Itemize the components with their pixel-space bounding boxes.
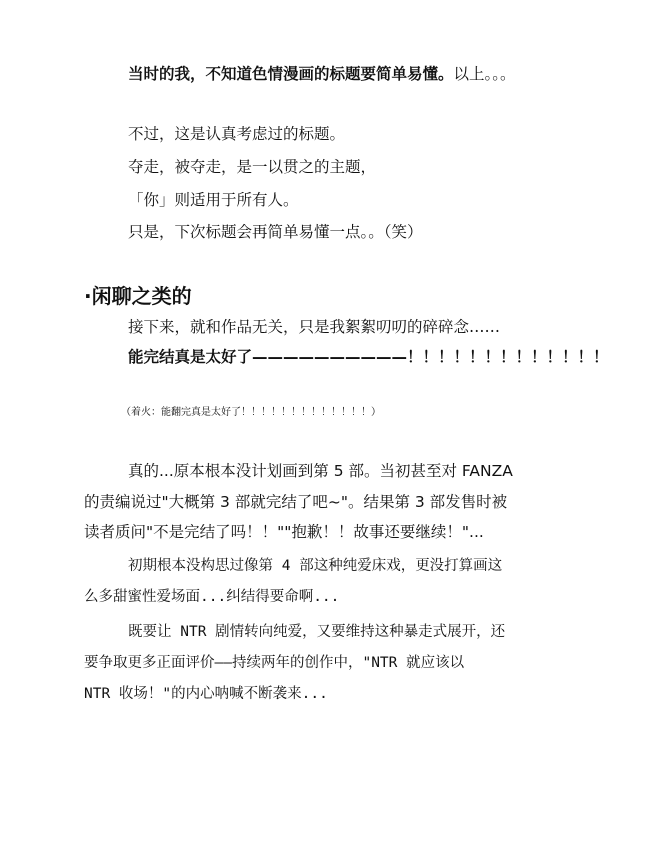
translator-note: （着火：能翻完真是太好了！！！！！！！！！！！！！） xyxy=(121,407,381,418)
title-note-line-1: 不过，这是认真考虑过的标题。 xyxy=(128,125,346,143)
title-note-line-4: 只是，下次标题会再简单易懂一点。。（笑） xyxy=(128,223,423,241)
closing-line xyxy=(128,64,516,84)
paragraph-1-line-2: 的责编说过"大概第 3 部就完结了吧~"。结果第 3 部发售时被 xyxy=(84,493,508,511)
paragraph-2-line-1: 初期根本没构思过像第 4 部这种纯爱床戏，更没打算画这 xyxy=(128,558,503,574)
paragraph-1-line-3: 读者质问"不是完结了吗！！""抱歉！！故事还要继续！"... xyxy=(84,523,484,541)
title-note-line-3: 「你」则适用于所有人。 xyxy=(128,191,299,209)
section-heading: ·闲聊之类的 xyxy=(84,284,192,308)
chat-intro-line: 接下来，就和作品无关，只是我絮絮叨叨的碎碎念…… xyxy=(128,318,501,336)
closing-line-rest: 以上。。。 xyxy=(453,65,516,83)
paragraph-2-line-2: 么多甜蜜性爱场面...纠结得要命啊... xyxy=(84,589,340,605)
paragraph-3-line-2: 要争取更多正面评价——持续两年的创作中，"NTR 就应该以 xyxy=(84,655,465,671)
paragraph-1-line-1: 真的...原本根本没计划画到第 5 部。当初甚至对 FANZA xyxy=(128,462,513,480)
paragraph-3-line-3: NTR 收场！"的内心呐喊不断袭来... xyxy=(84,686,328,702)
exclaim-line: 能完结真是太好了——————————！！！！！！！！！！！！！ xyxy=(128,348,609,366)
paragraph-3-line-1: 既要让 NTR 剧情转向纯爱，又要维持这种暴走式展开，还 xyxy=(128,624,506,640)
title-note-line-2: 夺走，被夺走，是一以贯之的主题， xyxy=(128,158,377,176)
closing-line-bold: 当时的我，不知道色情漫画的标题要简单易懂。 xyxy=(128,65,454,83)
